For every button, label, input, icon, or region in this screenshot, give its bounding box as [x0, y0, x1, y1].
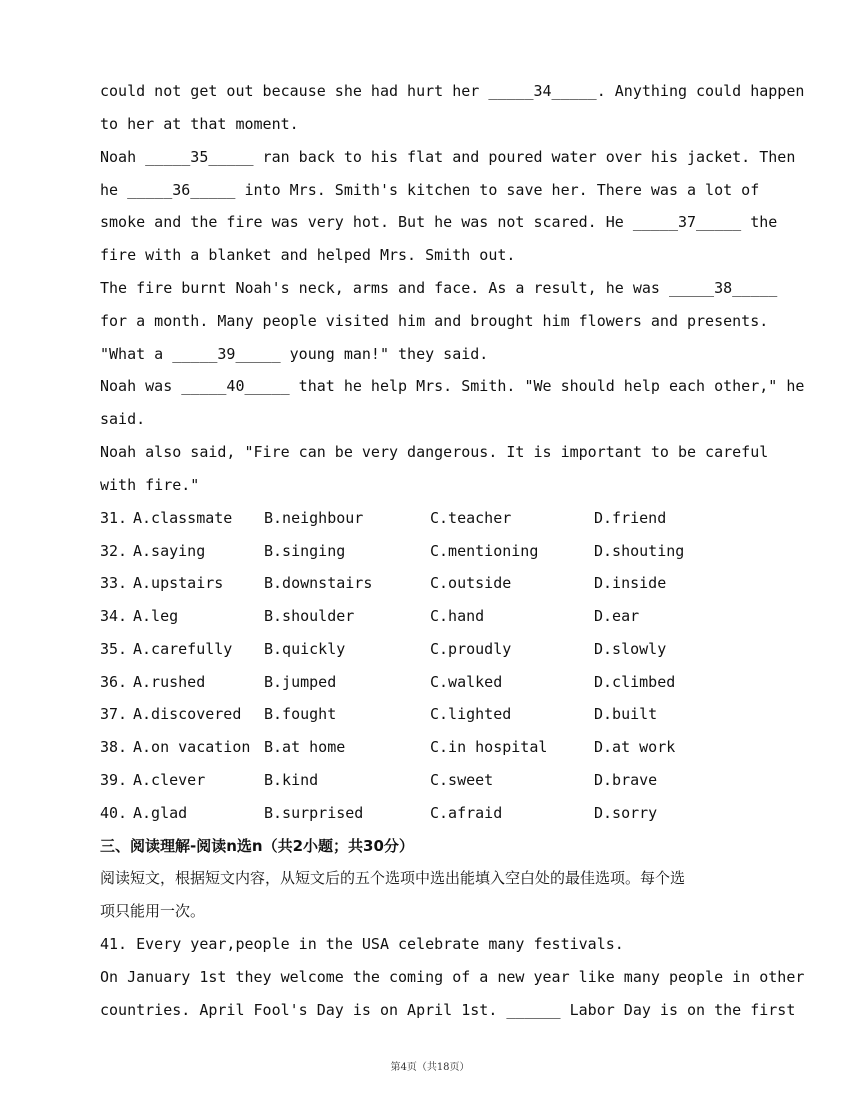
- passage-line: smoke and the fire was very hot. But he was not scared. He _____37_____ the: [100, 213, 778, 231]
- option-b: B.singing: [264, 542, 346, 560]
- question-options-34: [100, 606, 760, 626]
- option-d: D.inside: [594, 574, 667, 592]
- option-c: C.outside: [430, 574, 512, 592]
- option-c: C.hand: [430, 607, 485, 625]
- question-options-32: [100, 541, 760, 561]
- question-options-40: [100, 803, 760, 823]
- option-b: B.kind: [264, 771, 319, 789]
- passage-line: with fire.": [100, 476, 200, 494]
- question-options-31: [100, 508, 760, 528]
- passage-line: Noah was _____40_____ that he help Mrs. Smith. "We should help each other," he: [100, 377, 805, 395]
- passage-line: Noah _____35_____ ran back to his flat and poured water over his jacket. Then: [100, 148, 796, 166]
- option-b: B.shoulder: [264, 607, 355, 625]
- option-d: D.ear: [594, 607, 640, 625]
- option-c: C.afraid: [430, 804, 503, 822]
- option-d: D.built: [594, 705, 658, 723]
- passage-line: said.: [100, 410, 146, 428]
- option-c: C.sweet: [430, 771, 494, 789]
- passage-line: he _____36_____ into Mrs. Smith's kitchen to save her. There was a lot of: [100, 181, 760, 199]
- option-c: C.mentioning: [430, 542, 539, 560]
- passage-line: The fire burnt Noah's neck, arms and face. As a result, he was _____38_____: [100, 279, 778, 297]
- section-instruction: 项只能用一次。: [100, 902, 206, 920]
- question-number: 36.: [100, 673, 128, 691]
- option-d: D.friend: [594, 509, 667, 527]
- passage-line: fire with a blanket and helped Mrs. Smith out.: [100, 246, 516, 264]
- option-c: C.teacher: [430, 509, 512, 527]
- option-a: A.classmate: [133, 509, 233, 527]
- question-number: 32.: [100, 542, 128, 560]
- option-a: A.upstairs: [133, 574, 224, 592]
- option-b: B.jumped: [264, 673, 337, 691]
- option-b: B.quickly: [264, 640, 346, 658]
- option-c: C.proudly: [430, 640, 512, 658]
- option-a: A.carefully: [133, 640, 233, 658]
- question-options-36: [100, 672, 760, 692]
- option-d: D.shouting: [594, 542, 685, 560]
- question-options-39: [100, 770, 760, 790]
- option-a: A.leg: [133, 607, 179, 625]
- passage-line: to her at that moment.: [100, 115, 299, 133]
- option-d: D.at work: [594, 738, 676, 756]
- option-d: D.brave: [594, 771, 658, 789]
- option-b: B.surprised: [264, 804, 364, 822]
- question-number: 34.: [100, 607, 128, 625]
- option-b: B.at home: [264, 738, 346, 756]
- option-c: C.lighted: [430, 705, 512, 723]
- option-b: B.neighbour: [264, 509, 364, 527]
- question-41-line: countries. April Fool's Day is on April 1st. ______ Labor Day is on the first: [100, 1001, 796, 1019]
- question-number: 40.: [100, 804, 128, 822]
- page-number-footer: 第4页（共18页）: [390, 1062, 470, 1073]
- option-a: A.rushed: [133, 673, 206, 691]
- question-41-line: 41. Every year,people in the USA celebrate many festivals.: [100, 935, 624, 953]
- question-number: 39.: [100, 771, 128, 789]
- option-d: D.slowly: [594, 640, 667, 658]
- passage-line: "What a _____39_____ young man!" they said.: [100, 345, 489, 363]
- question-options-35: [100, 639, 760, 659]
- question-number: 33.: [100, 574, 128, 592]
- option-b: B.downstairs: [264, 574, 373, 592]
- question-number: 31.: [100, 509, 128, 527]
- option-a: A.on vacation: [133, 738, 251, 756]
- question-options-38: [100, 737, 760, 757]
- question-41-line: On January 1st they welcome the coming of a new year like many people in other: [100, 968, 805, 986]
- passage-line: Noah also said, "Fire can be very dangerous. It is important to be careful: [100, 443, 769, 461]
- section-instruction: 阅读短文，根据短文内容，从短文后的五个选项中选出能填入空白处的最佳选项。每个选: [100, 869, 686, 887]
- option-a: A.glad: [133, 804, 188, 822]
- option-a: A.discovered: [133, 705, 242, 723]
- question-options-37: [100, 704, 760, 724]
- question-number: 37.: [100, 705, 128, 723]
- passage-line: could not get out because she had hurt her _____34_____. Anything could happen: [100, 82, 805, 100]
- section-heading: 三、阅读理解-阅读n选n（共2小题；共30分）: [100, 837, 414, 855]
- option-d: D.climbed: [594, 673, 676, 691]
- question-number: 38.: [100, 738, 128, 756]
- option-b: B.fought: [264, 705, 337, 723]
- question-number: 35.: [100, 640, 128, 658]
- option-a: A.clever: [133, 771, 206, 789]
- option-a: A.saying: [133, 542, 206, 560]
- question-options-33: [100, 573, 760, 593]
- option-c: C.walked: [430, 673, 503, 691]
- option-d: D.sorry: [594, 804, 658, 822]
- passage-line: for a month. Many people visited him and brought him flowers and presents.: [100, 312, 769, 330]
- option-c: C.in hospital: [430, 738, 548, 756]
